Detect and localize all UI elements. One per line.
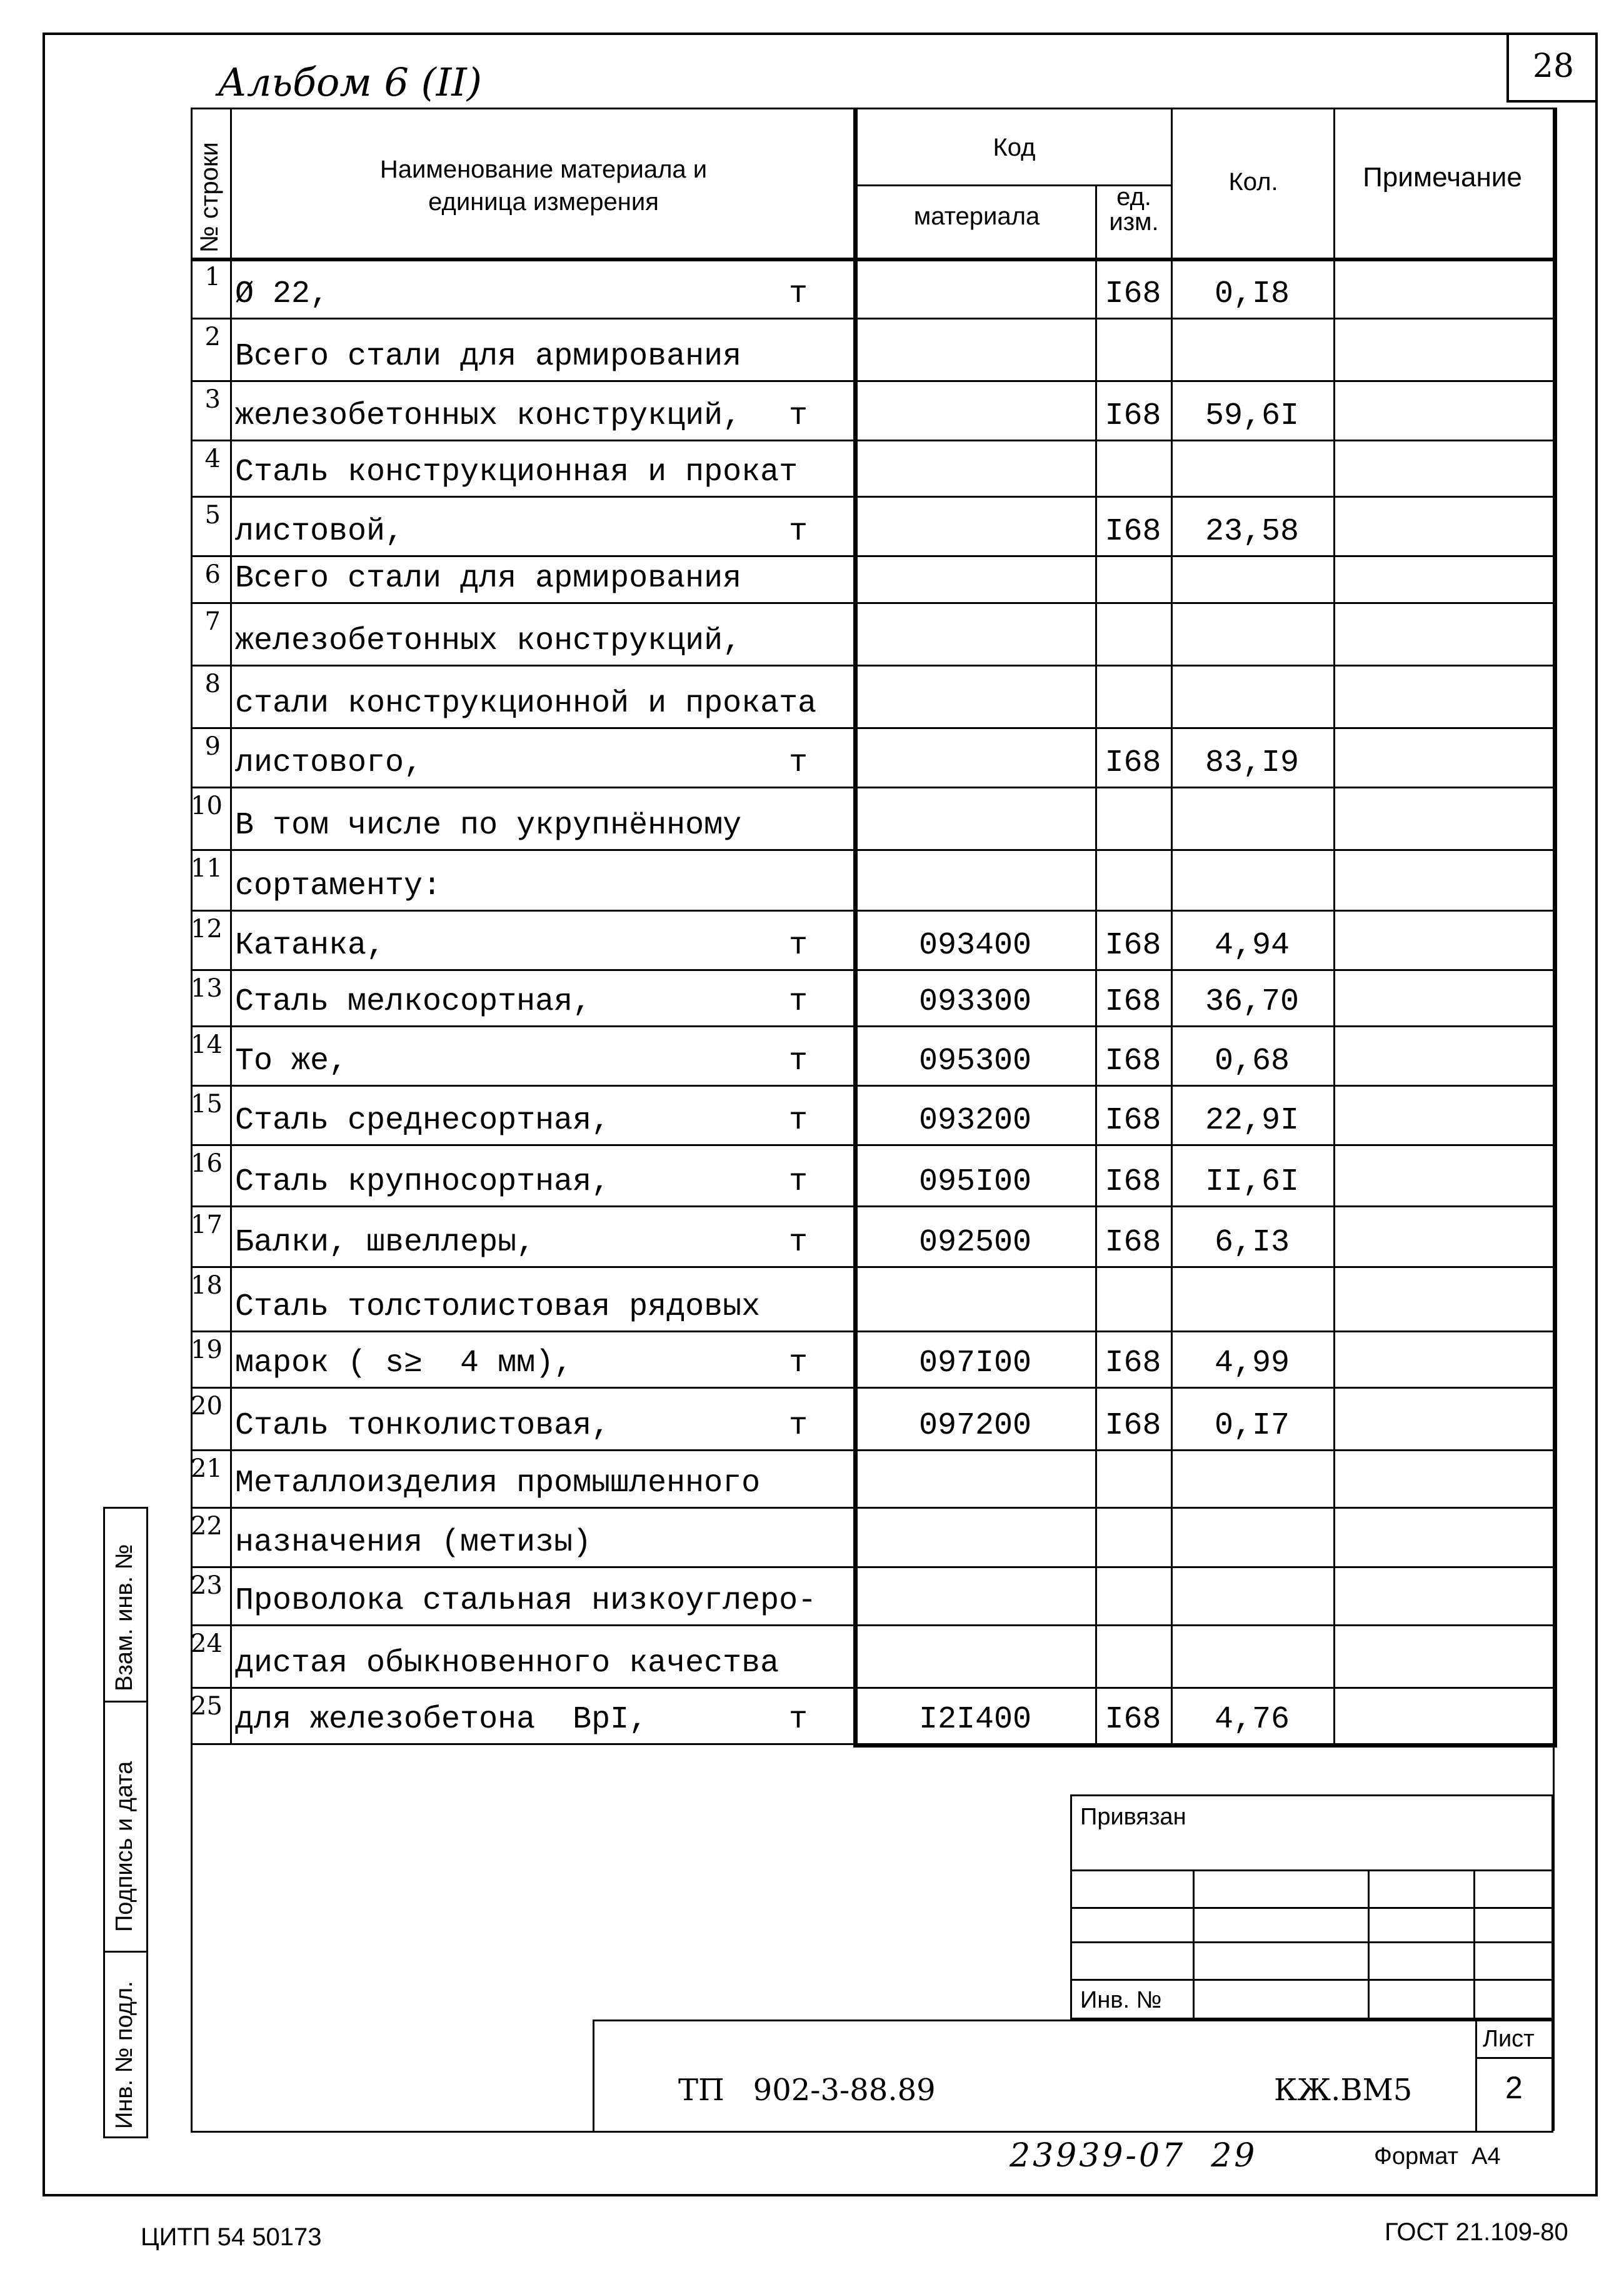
- side-label-inv: Инв. № подл.: [111, 1981, 138, 2129]
- stamp-line: [1070, 1979, 1553, 1981]
- sheet-number: 28: [1506, 33, 1598, 103]
- row-number: 10: [191, 792, 223, 820]
- row-divider: [191, 318, 1553, 319]
- row-divider: [191, 496, 1553, 498]
- row-number: 9: [204, 732, 221, 761]
- row-divider: [191, 380, 1553, 382]
- row-divider: [191, 849, 1553, 851]
- unit: т: [789, 1346, 808, 1381]
- unit: т: [789, 276, 808, 312]
- stamp-doc-number: ТП 902-3-88.89: [678, 2073, 936, 2108]
- table-column-line: [853, 108, 858, 1743]
- row-number: 21: [191, 1454, 223, 1483]
- row-divider: [191, 1085, 1553, 1087]
- row-divider: [191, 1566, 1553, 1568]
- material-name: Сталь среднесортная,: [235, 1103, 611, 1139]
- unit: т: [789, 1702, 808, 1738]
- quantity: 36,70: [1205, 984, 1300, 1020]
- row-divider: [191, 1507, 1553, 1509]
- table-column-line: [1553, 108, 1557, 1743]
- quantity: 0,I8: [1214, 276, 1290, 312]
- handwritten-number: 23939-07 29: [1010, 2137, 1258, 2175]
- header-code: Код: [993, 134, 1036, 161]
- material-name: сортаменту:: [235, 868, 442, 904]
- quantity: 6,I3: [1214, 1225, 1290, 1260]
- header-row-no: № строки: [196, 142, 223, 253]
- unit-code: I68: [1105, 1164, 1161, 1200]
- material-code: 093400: [918, 928, 1032, 963]
- unit-code: I68: [1105, 1702, 1161, 1738]
- title-block-line: [1475, 2057, 1553, 2059]
- header-qty: Кол.: [1228, 168, 1278, 196]
- unit: т: [789, 398, 808, 434]
- unit: т: [789, 1408, 808, 1444]
- row-number: 20: [191, 1392, 223, 1421]
- row-divider: [191, 1025, 1553, 1027]
- stamp-vline: [1193, 1869, 1195, 2020]
- stamp-inv-no: Инв. №: [1080, 1987, 1162, 2013]
- unit: т: [789, 745, 808, 781]
- stamp-line: [1070, 1869, 1553, 1871]
- material-name: Сталь конструкционная и прокат: [235, 455, 798, 490]
- unit-code: I68: [1105, 984, 1161, 1020]
- material-code: 093300: [918, 984, 1032, 1020]
- material-code: 095I00: [918, 1164, 1032, 1200]
- unit: т: [789, 1225, 808, 1260]
- material-name: Сталь крупносортная,: [235, 1164, 611, 1200]
- unit: т: [789, 1164, 808, 1200]
- footer-right: ГОСТ 21.109-80: [1385, 2218, 1568, 2246]
- table-bottom-border: [853, 1743, 1557, 1748]
- quantity: 4,94: [1214, 928, 1290, 963]
- unit-code: I68: [1105, 1044, 1161, 1079]
- row-number: 18: [191, 1271, 223, 1300]
- row-number: 4: [204, 445, 221, 473]
- row-number: 12: [191, 915, 223, 943]
- unit-code: I68: [1105, 745, 1161, 781]
- material-name: Сталь тонколистовая,: [235, 1408, 611, 1444]
- side-label-podpis: Подпись и дата: [111, 1761, 138, 1932]
- stamp-vline: [1368, 1869, 1370, 2020]
- material-name: железобетонных конструкций,: [235, 398, 742, 434]
- material-name: В том числе по укрупнённому: [235, 808, 742, 843]
- stamp-list-value: 2: [1505, 2070, 1523, 2105]
- row-divider: [191, 787, 1553, 788]
- material-code: 097I00: [918, 1346, 1032, 1381]
- row-number: 2: [204, 323, 221, 351]
- quantity: 83,I9: [1205, 745, 1300, 781]
- stamp-vline: [1473, 1869, 1475, 2020]
- row-divider: [191, 602, 1553, 604]
- row-number: 22: [191, 1512, 223, 1541]
- bottom-border-line: [191, 2131, 1553, 2133]
- row-divider: [191, 1205, 1553, 1207]
- material-name: марок ( s≥ 4 мм),: [235, 1346, 573, 1381]
- quantity: 22,9I: [1205, 1103, 1300, 1139]
- material-name: назначения (метизы): [235, 1525, 592, 1561]
- row-number: 24: [191, 1629, 223, 1658]
- material-code: 093200: [918, 1103, 1032, 1139]
- quantity: 59,6I: [1205, 398, 1300, 434]
- row-number: 16: [191, 1149, 223, 1178]
- material-code: 097200: [918, 1408, 1032, 1444]
- quantity: 0,I7: [1214, 1408, 1290, 1444]
- row-divider: [191, 969, 1553, 971]
- header-code-material: материала: [913, 203, 1040, 230]
- row-divider: [191, 440, 1553, 441]
- material-name: дистая обыкновенного качества: [235, 1646, 779, 1681]
- row-number: 3: [204, 385, 221, 414]
- side-divider: [103, 1951, 148, 1953]
- material-code: I2I400: [918, 1702, 1032, 1738]
- material-name: Проволока стальная низкоуглеро-: [235, 1583, 817, 1619]
- side-divider: [103, 1701, 148, 1703]
- row-number: 7: [204, 607, 221, 636]
- quantity: 23,58: [1205, 514, 1300, 550]
- unit-code: I68: [1105, 1225, 1161, 1260]
- material-name: листового,: [235, 745, 423, 781]
- unit-code: I68: [1105, 398, 1161, 434]
- material-name: Балки, швеллеры,: [235, 1225, 536, 1260]
- unit: т: [789, 1044, 808, 1079]
- stamp-line: [1070, 1907, 1553, 1909]
- row-number: 14: [191, 1030, 223, 1059]
- table-top-border: [191, 108, 1553, 109]
- row-number: 11: [191, 854, 223, 883]
- title-block-vline: [1475, 2020, 1477, 2131]
- unit: т: [789, 514, 808, 550]
- material-name: железобетонных конструкций,: [235, 623, 742, 659]
- table-column-line: [1171, 108, 1173, 1743]
- row-number: 19: [191, 1336, 223, 1364]
- side-label-vzam: Взам. инв. №: [111, 1544, 138, 1691]
- row-number: 13: [191, 974, 223, 1003]
- row-number: 5: [204, 501, 221, 530]
- row-number: 6: [204, 560, 221, 589]
- row-divider: [191, 555, 1553, 557]
- row-number: 25: [191, 1692, 223, 1721]
- quantity: 0,68: [1214, 1044, 1290, 1079]
- unit-code: I68: [1105, 1346, 1161, 1381]
- row-number: 8: [204, 670, 221, 698]
- header-note: Примечание: [1363, 162, 1522, 193]
- material-name: Металлоизделия промышленного: [235, 1466, 761, 1501]
- stamp-doc-code: КЖ.ВМ5: [1274, 2073, 1413, 2108]
- row-divider: [191, 1449, 1553, 1451]
- row-number: 23: [191, 1571, 223, 1600]
- row-number: 17: [191, 1210, 223, 1239]
- header-bottom-border: [191, 258, 1553, 261]
- material-name: Сталь толстолистовая рядовых: [235, 1289, 761, 1325]
- quantity: II,6I: [1205, 1164, 1300, 1200]
- row-divider: [191, 1331, 1553, 1332]
- material-code: 092500: [918, 1225, 1032, 1260]
- row-number: 1: [204, 263, 221, 291]
- row-divider: [191, 665, 1553, 667]
- header-code-unit: ед. изм.: [1109, 183, 1159, 236]
- material-name: Всего стали для армирования: [235, 561, 742, 596]
- header-name: Наименование материала и единица измерения: [379, 156, 708, 216]
- row-divider: [191, 1687, 1553, 1689]
- unit: т: [789, 1103, 808, 1139]
- stamp-line: [1070, 1941, 1553, 1943]
- table-column-line: [230, 108, 232, 1743]
- material-name: Катанка,: [235, 928, 386, 963]
- unit-code: I68: [1105, 1408, 1161, 1444]
- album-title: Альбом 6 (II): [218, 59, 482, 105]
- row-number: 15: [191, 1090, 223, 1119]
- stamp-privyazan: Привязан: [1080, 1804, 1186, 1830]
- left-margin-line: [191, 1743, 193, 2131]
- unit-code: I68: [1105, 1103, 1161, 1139]
- stamp-list-label: Лист: [1483, 2026, 1535, 2052]
- row-divider: [191, 910, 1553, 912]
- material-name: Всего стали для армирования: [235, 339, 742, 375]
- unit-code: I68: [1105, 276, 1161, 312]
- unit: т: [789, 984, 808, 1020]
- material-name: Сталь мелкосортная,: [235, 984, 592, 1020]
- unit: т: [789, 928, 808, 963]
- row-divider: [191, 1624, 1553, 1626]
- format-label: Формат А4: [1374, 2143, 1501, 2170]
- unit-code: I68: [1105, 928, 1161, 963]
- unit-code: I68: [1105, 514, 1161, 550]
- material-code: 095300: [918, 1044, 1032, 1079]
- material-name: листовой,: [235, 514, 404, 550]
- material-name: для железобетона ВрI,: [235, 1702, 648, 1738]
- material-name: То же,: [235, 1044, 348, 1079]
- footer-left: ЦИТП 54 50173: [141, 2223, 322, 2251]
- row-divider: [191, 1387, 1553, 1389]
- material-name: стали конструкционной и проката: [235, 686, 817, 722]
- quantity: 4,99: [1214, 1346, 1290, 1381]
- row-divider: [191, 1266, 1553, 1268]
- quantity: 4,76: [1214, 1702, 1290, 1738]
- material-name: Ø 22,: [235, 276, 329, 312]
- table-column-line: [1333, 108, 1335, 1743]
- row-divider: [191, 1144, 1553, 1146]
- row-divider: [191, 727, 1553, 729]
- table-bottom-border: [191, 1743, 853, 1745]
